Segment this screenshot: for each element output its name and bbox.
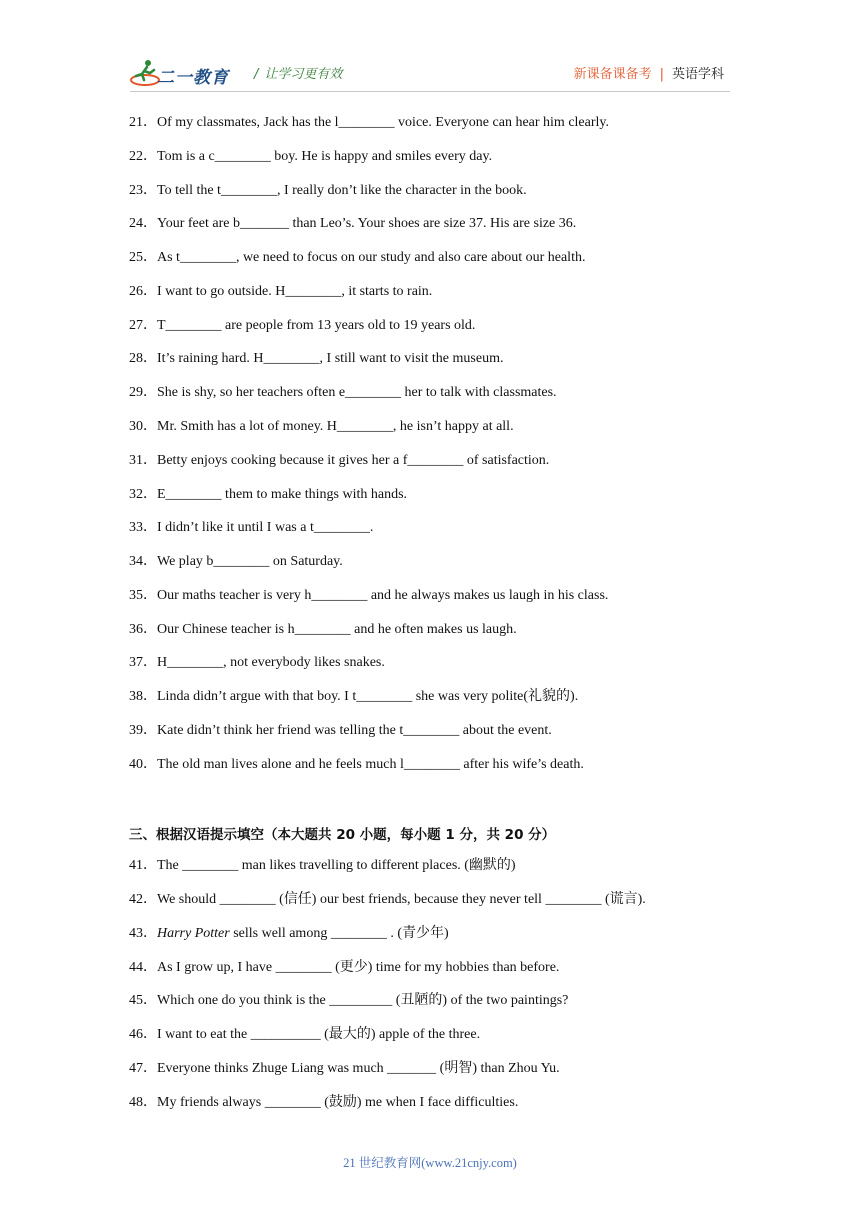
question-33: 33．I didn’t like it until I was a t________. <box>129 520 374 535</box>
slogan: / 让学习更有效 <box>254 67 343 82</box>
question-43: 43．Harry Potter sells well among ________ . (青少年) <box>129 926 449 941</box>
header-right <box>574 63 724 82</box>
question-47: 47．Everyone thinks Zhuge Liang was much _______ (明智) than Zhou Yu. <box>129 1061 560 1076</box>
subject-text: 英语学科 <box>671 67 724 82</box>
question-28: 28．It’s raining hard. H________, I still want to visit the museum. <box>129 351 504 366</box>
logo <box>130 58 240 88</box>
question-40: 40．The old man lives alone and he feels much l________ after his wife’s death. <box>129 757 584 772</box>
question-41: 41．The ________ man likes travelling to different places. (幽默的) <box>129 858 516 873</box>
question-37: 37．H________, not everybody likes snakes. <box>129 655 385 670</box>
question-25: 25．As t________, we need to focus on our study and also care about our health. <box>129 250 586 265</box>
question-26: 26．I want to go outside. H________, it starts to rain. <box>129 284 433 299</box>
brand-text: 新课备课备考 <box>573 67 652 82</box>
question-30: 30．Mr. Smith has a lot of money. H________, he isn’t happy at all. <box>129 419 514 434</box>
question-44: 44．As I grow up, I have ________ (更少) time for my hobbies than before. <box>129 960 560 975</box>
page-header <box>130 54 730 90</box>
page-footer: 21 世纪教育网(www.21cnjy.com) <box>343 1156 517 1170</box>
question-38: 38．Linda didn’t argue with that boy. I t________ she was very polite(礼貌的). <box>129 689 579 704</box>
section-title: 三、根据汉语提示填空（本大题共 20 小题，每小题 1 分，共 20 分） <box>129 827 556 843</box>
question-34: 34．We play b________ on Saturday. <box>129 554 343 569</box>
question-32: 32．E________ them to make things with hands. <box>129 487 408 502</box>
question-22: 22．Tom is a c________ boy. He is happy and smiles every day. <box>129 149 493 164</box>
book-title: Harry Potter <box>157 926 230 941</box>
question-48: 48．My friends always ________ (鼓励) me when I face difficulties. <box>129 1095 519 1110</box>
logo-text: 二一教育 <box>157 68 229 88</box>
question-23: 23．To tell the t________, I really don’t like the character in the book. <box>129 183 527 198</box>
question-31: 31．Betty enjoys cooking because it gives her a f________ of satisfaction. <box>129 453 550 468</box>
question-39: 39．Kate didn’t think her friend was telling the t________ about the event. <box>129 723 552 738</box>
question-36: 36．Our Chinese teacher is h________ and he often makes us laugh. <box>129 622 517 637</box>
slogan-text: 让学习更有效 <box>264 67 343 82</box>
header-divider <box>130 91 730 92</box>
question-45: 45．Which one do you think is the _________ (丑陋的) of the two paintings? <box>129 993 569 1008</box>
question-35: 35．Our maths teacher is very h________ and he always makes us laugh in his class. <box>129 588 609 603</box>
question-46: 46．I want to eat the __________ (最大的) apple of the three. <box>129 1027 481 1042</box>
question-21: 21．Of my classmates, Jack has the l________ voice. Everyone can hear him clearly. <box>129 115 609 130</box>
runner-logo-icon <box>130 58 160 88</box>
question-24: 24．Your feet are b_______ than Leo’s. Your shoes are size 37. His are size 36. <box>129 216 577 231</box>
question-27: 27．T________ are people from 13 years old to 19 years old. <box>129 318 476 333</box>
header-separator: | <box>659 67 664 82</box>
question-29: 29．She is shy, so her teachers often e________ her to talk with classmates. <box>129 385 557 400</box>
question-42: 42．We should ________ (信任) our best friends, because they never tell ________ (谎言). <box>129 892 646 907</box>
